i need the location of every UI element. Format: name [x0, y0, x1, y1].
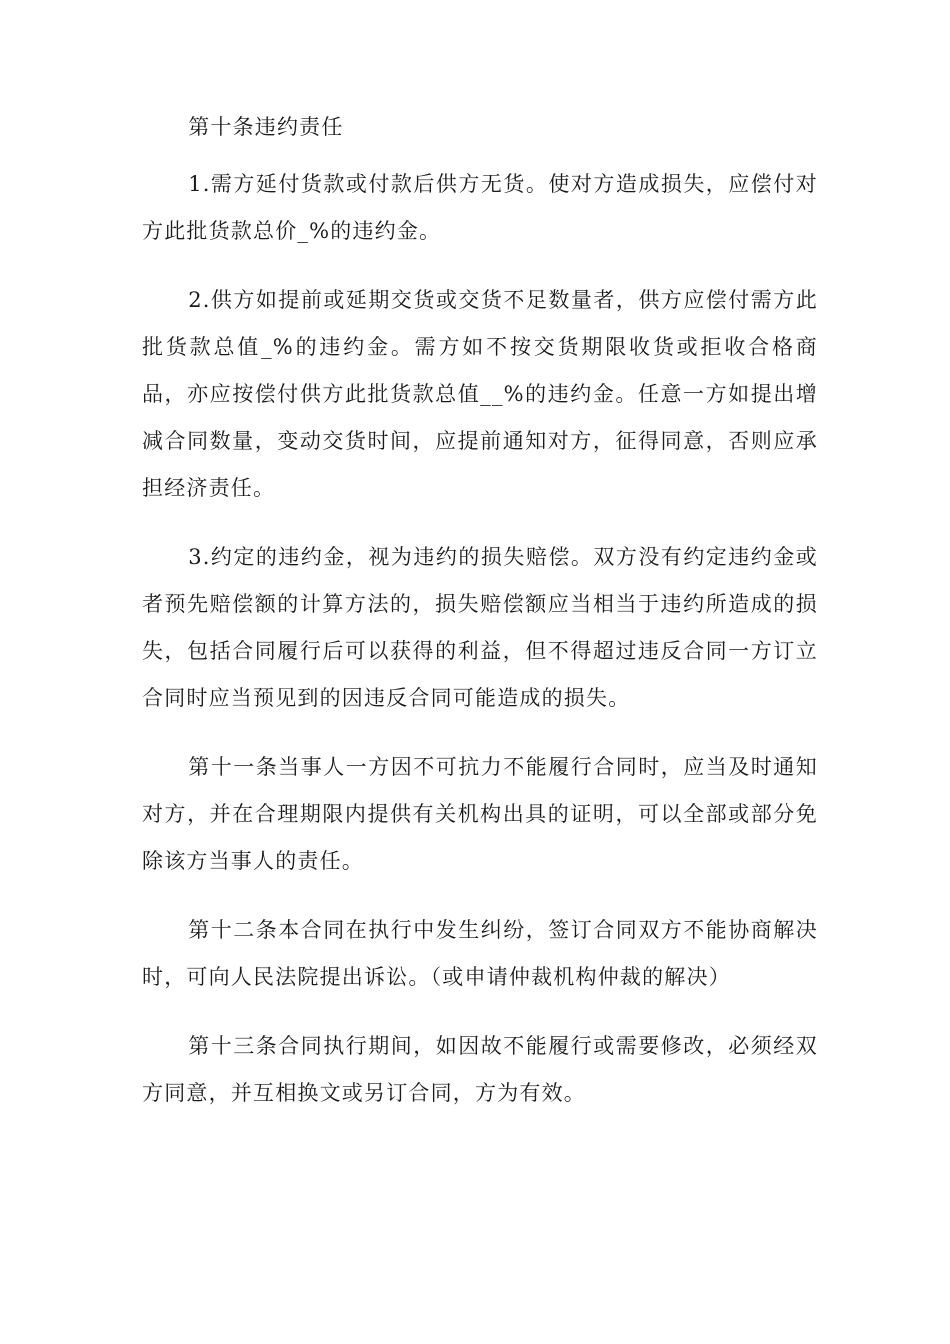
article-10-clause-3: 3.约定的违约金，视为违约的损失赔偿。双方没有约定违约金或者预先赔偿额的计算方法的，损失赔偿额应当相当于违约所造成的损失，包括合同履行后可以获得的利益，但不得超过违反合同一方订立合同时应当预见到的因违反合同可能造成的损失。 — [142, 545, 818, 710]
article-10-clause-1: 1.需方延付货款或付款后供方无货。使对方造成损失，应偿付对方此批货款总价_%的违约金。 — [142, 172, 818, 243]
article-10-heading: 第十条违约责任 — [188, 115, 344, 139]
article-10-clause-2: 2.供方如提前或延期交货或交货不足数量者，供方应偿付需方此批货款总值_%的违约金。需方如不按交货期限收货或拒收合格商品，亦应按偿付供方此批货款总值__%的违约金。任意一方如提出增减合同数量，变动交货时间，应提前通知对方，征得同意，否则应承担经济责任。 — [142, 288, 818, 500]
document-body — [142, 104, 818, 1139]
article-12-paragraph: 第十二条本合同在执行中发生纠纷，签订合同双方不能协商解决时，可向人民法院提出诉讼。（或申请仲裁机构仲裁的解决） — [142, 918, 818, 989]
article-13-paragraph: 第十三条合同执行期间，如因故不能履行或需要修改，必须经双方同意，并互相换文或另订合同，方为有效。 — [142, 1034, 818, 1105]
article-11-paragraph: 第十一条当事人一方因不可抗力不能履行合同时，应当及时通知对方，并在合理期限内提供有关机构出具的证明，可以全部或部分免除该方当事人的责任。 — [142, 755, 818, 873]
